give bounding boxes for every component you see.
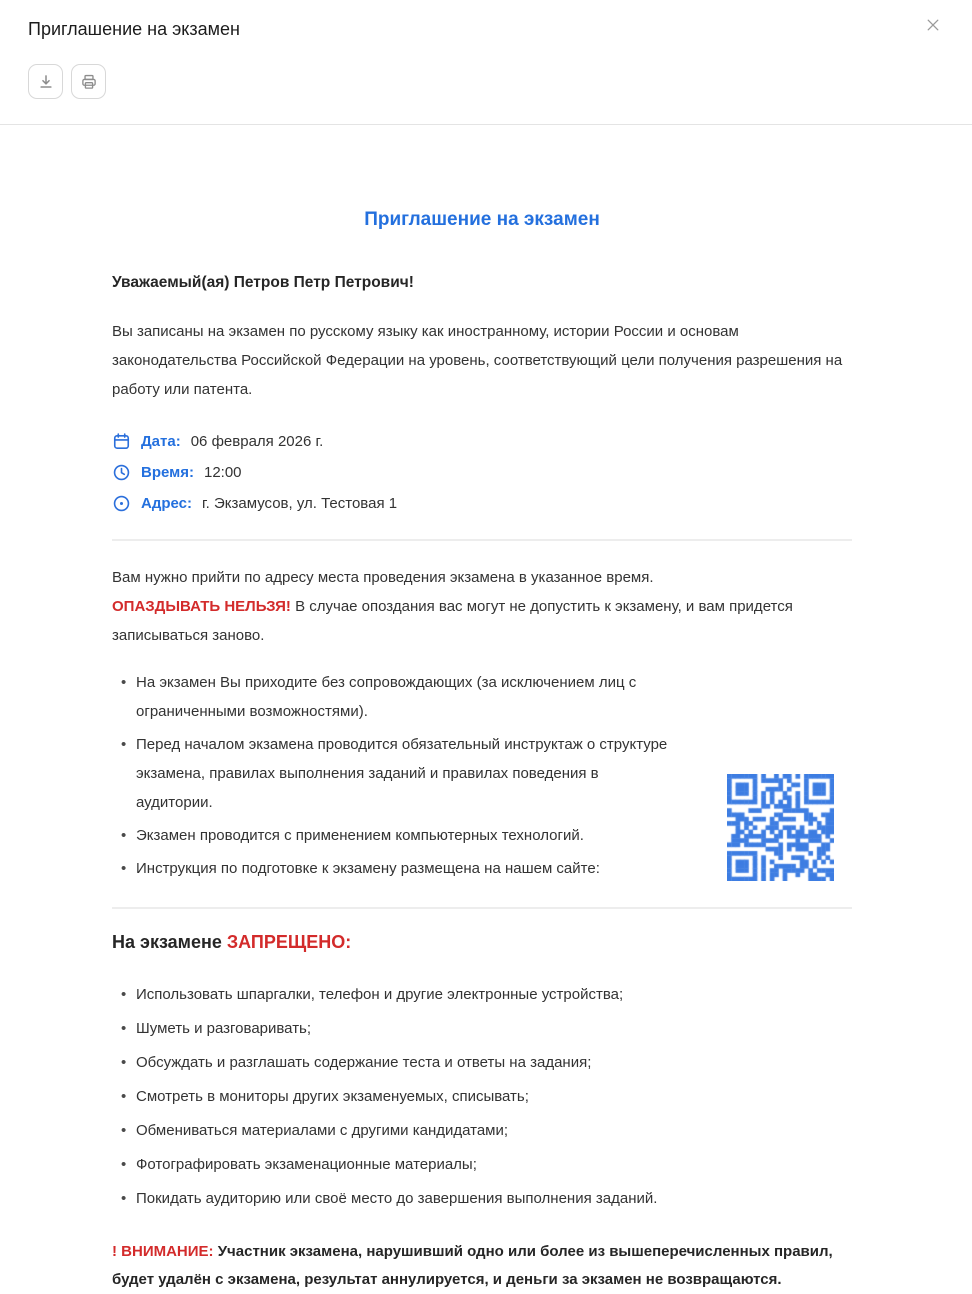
modal-header bbox=[0, 0, 972, 125]
list-item: • На экзамен Вы приходите без сопровождающих (за исключением лиц с ограниченными возможностями). bbox=[112, 668, 672, 726]
list-item: • Покидать аудиторию или своё место до завершения выполнения заданий. bbox=[112, 1183, 852, 1214]
list-item: • Смотреть в мониторы других экзаменуемых, списывать; bbox=[112, 1081, 852, 1112]
download-button[interactable] bbox=[28, 64, 63, 99]
list-item: • Обсуждать и разглашать содержание теста и ответы на задания; bbox=[112, 1047, 852, 1078]
calendar-icon bbox=[112, 432, 131, 451]
list-item: • Перед началом экзамена проводится обязательный инструктаж о структуре экзамена, правилах выполнения заданий и правилах поведения в аудитории. bbox=[112, 730, 672, 817]
prohibited-rules-list bbox=[112, 979, 852, 1214]
address-value: г. Экзамусов, ул. Тестовая 1 bbox=[202, 495, 398, 512]
qr-code bbox=[727, 774, 834, 881]
date-row bbox=[112, 426, 852, 457]
exam-info-list bbox=[112, 426, 852, 519]
download-icon bbox=[37, 73, 55, 91]
prohibited-heading-highlight: ЗАПРЕЩЕНО: bbox=[226, 932, 352, 952]
date-value: 06 февраля 2026 г. bbox=[190, 433, 324, 450]
attention-paragraph bbox=[112, 1238, 852, 1294]
document-toolbar bbox=[28, 64, 944, 99]
clock-icon bbox=[112, 463, 131, 482]
general-rules-list bbox=[112, 668, 672, 887]
list-item: • Фотографировать экзаменационные материалы; bbox=[112, 1149, 852, 1180]
list-item: • Использовать шпаргалки, телефон и другие электронные устройства; bbox=[112, 979, 852, 1010]
divider bbox=[112, 539, 852, 541]
late-warning-text: В случае опоздания вас могут не допустить к экзамену, и вам придется записываться заново. bbox=[112, 598, 793, 644]
printer-icon bbox=[80, 73, 98, 91]
close-icon bbox=[925, 17, 941, 33]
list-item: • Обмениваться материалами с другими кандидатами; bbox=[112, 1115, 852, 1146]
divider bbox=[112, 907, 852, 909]
list-item: • Шуметь и разговаривать; bbox=[112, 1013, 852, 1044]
address-row bbox=[112, 488, 852, 519]
general-rules-block bbox=[112, 668, 852, 887]
modal-title: Приглашение на экзамен bbox=[28, 19, 240, 39]
location-target-icon bbox=[112, 494, 131, 513]
intro-paragraph: Вы записаны на экзамен по русскому языку как иностранному, истории России и основам законодательства Российской Федерации на уровень, соответствующий цели получения разрешения на работу или патента. bbox=[112, 323, 843, 398]
attention-text: Участник экзамена, нарушивший одно или более из вышеперечисленных правил, будет удалён с экзамена, результат аннулируется, и деньги за экзамен не возвращаются. bbox=[112, 1243, 833, 1288]
print-button[interactable] bbox=[71, 64, 106, 99]
attention-label: ! ВНИМАНИЕ: bbox=[112, 1243, 214, 1260]
time-value: 12:00 bbox=[203, 464, 242, 481]
prohibited-heading bbox=[112, 931, 852, 953]
time-label: Время: bbox=[141, 464, 194, 481]
time-row bbox=[112, 457, 852, 488]
close-button[interactable] bbox=[922, 14, 944, 36]
late-warning-label: ОПАЗДЫВАТЬ НЕЛЬЗЯ! bbox=[112, 598, 291, 615]
prohibited-heading-prefix: На экзамене bbox=[112, 932, 227, 952]
address-label: Адрес: bbox=[141, 495, 192, 512]
greeting-line: Уважаемый(ая) Петров Петр Петрович! bbox=[112, 274, 414, 291]
list-item: • Экзамен проводится с применением компьютерных технологий. bbox=[112, 821, 672, 850]
arrival-paragraph bbox=[112, 563, 852, 650]
arrival-line: Вам нужно прийти по адресу места проведения экзамена в указанное время. bbox=[112, 569, 654, 586]
date-label: Дата: bbox=[141, 433, 181, 450]
invitation-document bbox=[112, 125, 852, 1294]
list-item: • Инструкция по подготовке к экзамену размещена на нашем сайте: bbox=[112, 854, 672, 883]
document-heading: Приглашение на экзамен bbox=[364, 209, 600, 230]
